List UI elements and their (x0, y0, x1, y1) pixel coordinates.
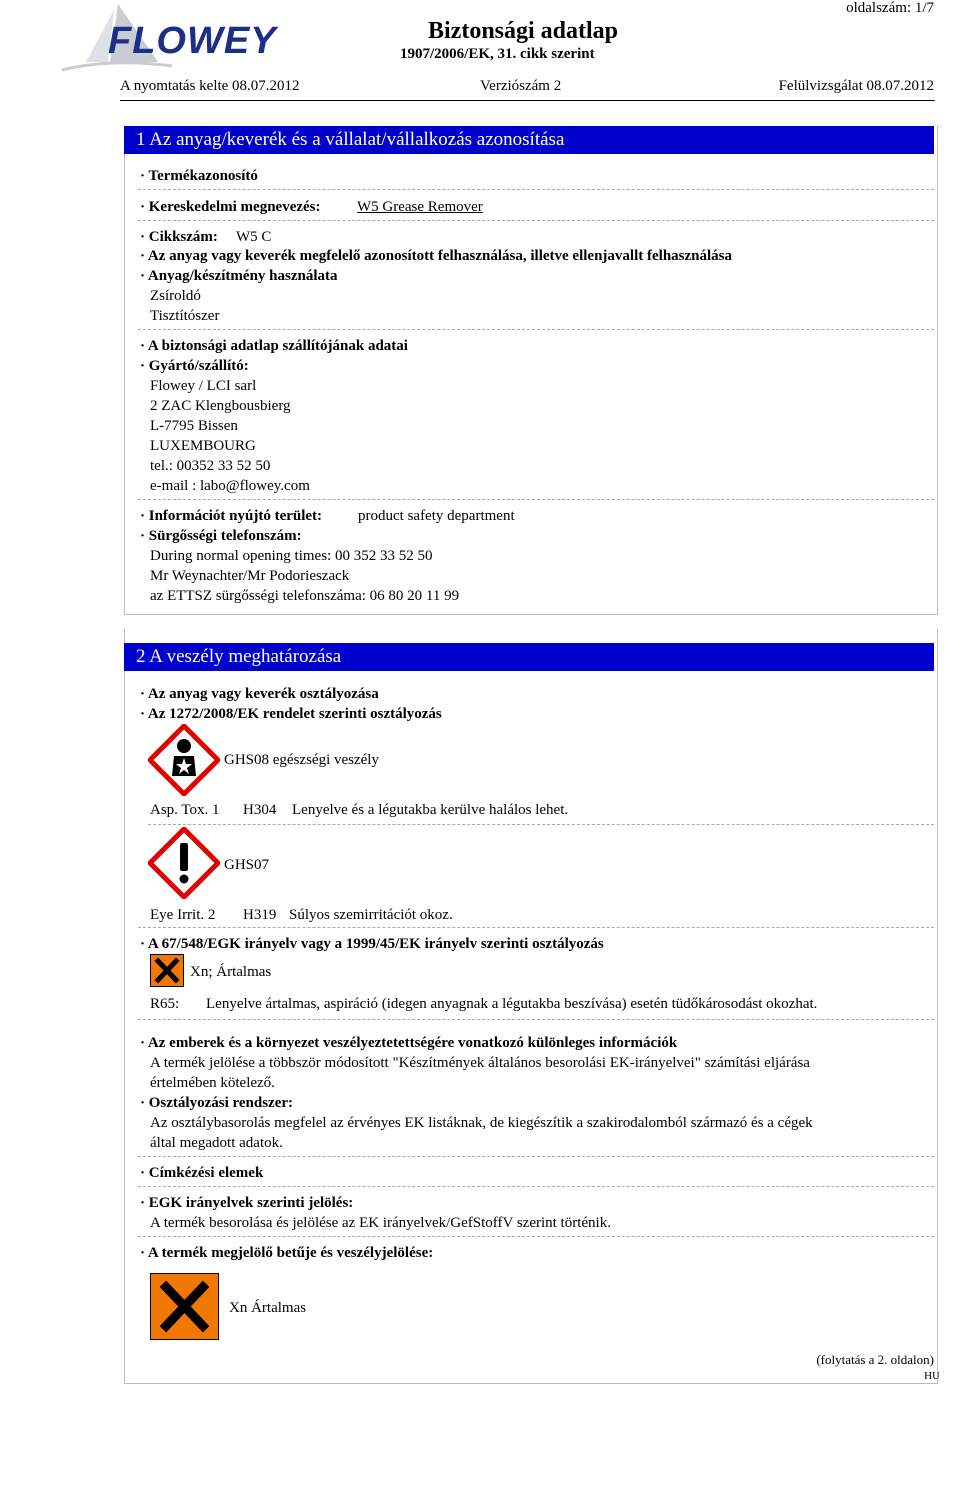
emergency-line: az ETTSZ sürgősségi telefonszáma: 06 80 20 11 99 (150, 588, 460, 604)
address-line: tel.: 00352 33 52 50 (150, 458, 271, 474)
special-text: értelmében kötelező. (150, 1075, 275, 1091)
r65-code: R65: (150, 996, 180, 1012)
dash-divider (138, 1019, 934, 1020)
ghs07-pictogram (148, 827, 220, 899)
symbol-heading: · A termék megjelölő betűje és veszélyjelölése: (140, 1245, 434, 1261)
ec-text: A termék besorolása és jelölése az EK irányelvek/GefStoffV szerint történik. (150, 1215, 611, 1231)
article-number-label: · Cikkszám: (140, 229, 218, 245)
info-value: product safety department (358, 508, 515, 524)
dash-divider (138, 1156, 934, 1157)
system-text: Az osztálybasorolás megfelel az érvényes EK listáknak, de kiegészítik a szakirodalomból származó és a cégek (150, 1115, 813, 1131)
xn-symbol-label: Xn Ártalmas (229, 1300, 307, 1316)
asp-code: H304 (243, 802, 277, 818)
dash-divider (148, 824, 934, 825)
system-heading: · Osztályozási rendszer: (140, 1095, 294, 1111)
address-line: L-7795 Bissen (150, 418, 238, 434)
xn-symbol-large (150, 1273, 219, 1340)
classification-heading: · Az anyag vagy keverék osztályozása (140, 686, 379, 702)
r65-text: Lenyelve ártalmas, aspiráció (idegen anyagnak a légutakba beszívása) esetén tüdőkárosodást okozhat. (206, 996, 818, 1012)
harmful-cross-icon (151, 955, 183, 986)
eye-text: Súlyos szemirritációt okoz. (289, 907, 453, 923)
revision-date: Felülvizsgálat 08.07.2012 (778, 78, 934, 94)
page-number: oldalszám: 1/7 (846, 0, 934, 16)
language-code: HU (924, 1370, 940, 1382)
eye-class: Eye Irrit. 2 (150, 907, 216, 923)
info-label: · Információt nyújtó terület: (140, 508, 323, 524)
ghs08-label: GHS08 egészségi veszély (224, 752, 379, 768)
eye-code: H319 (243, 907, 277, 923)
document-title: Biztonsági adatlap (428, 18, 619, 44)
address-line: LUXEMBOURG (150, 438, 256, 454)
application-label: · Anyag/készítmény használata (140, 268, 338, 284)
emergency-line: Mr Weynachter/Mr Podorieszack (150, 568, 350, 584)
xn-label: Xn; Ártalmas (190, 964, 272, 980)
dash-divider (138, 499, 934, 500)
product-identifier-label: · Termékazonosító (140, 168, 258, 184)
use-item: Zsíroldó (150, 288, 201, 304)
version-number: Verziószám 2 (480, 78, 562, 94)
directive-heading: · A 67/548/EGK irányelv vagy a 1999/45/EK irányelv szerinti osztályozás (140, 936, 604, 952)
header-rule (120, 100, 935, 101)
continued-note: (folytatás a 2. oldalon) (816, 1352, 934, 1367)
uses-heading: · Az anyag vagy keverék megfelelő azonosított felhasználása, illetve ellenjavallt felhasználása (140, 248, 733, 264)
manufacturer-label: · Gyártó/szállító: (140, 358, 249, 374)
dash-divider (138, 927, 934, 928)
dash-divider (138, 1186, 934, 1187)
dash-divider (138, 189, 934, 190)
trade-name-label: · Kereskedelmi megnevezés: (140, 199, 321, 215)
dash-divider (138, 329, 934, 330)
regulation-heading: · Az 1272/2008/EK rendelet szerinti osztályozás (140, 706, 442, 722)
dash-divider (138, 1236, 934, 1237)
harmful-cross-icon (151, 1274, 218, 1339)
address-line: 2 ZAC Klengbousbierg (150, 398, 291, 414)
trade-name-value: W5 Grease Remover (357, 199, 483, 215)
section1-title: 1 Az anyag/keverék és a vállalat/vállalkozás azonosítása (124, 126, 934, 154)
label-elements-heading: · Címkézési elemek (140, 1165, 264, 1181)
emergency-label: · Sürgősségi telefonszám: (140, 528, 302, 544)
use-item: Tisztítószer (150, 308, 220, 324)
system-text: által megadott adatok. (150, 1135, 283, 1151)
emergency-line: During normal opening times: 00 352 33 52 50 (150, 548, 433, 564)
asp-text: Lenyelve és a légutakba kerülve halálos lehet. (292, 802, 569, 818)
ghs08-pictogram (148, 724, 220, 796)
address-line: Flowey / LCI sarl (150, 378, 257, 394)
ghs07-label: GHS07 (224, 857, 270, 873)
print-date: A nyomtatás kelte 08.07.2012 (120, 78, 300, 94)
asp-class: Asp. Tox. 1 (150, 802, 220, 818)
xn-symbol-small (150, 954, 184, 987)
ec-heading: · EGK irányelvek szerinti jelölés: (140, 1195, 354, 1211)
health-hazard-icon (148, 724, 220, 796)
article-number-value: W5 C (236, 229, 272, 245)
dash-divider (138, 220, 934, 221)
exclamation-icon (148, 827, 220, 899)
special-text: A termék jelölése a többször módosított "Készítmények általános besorolási EK-irányelvei" számítási eljárása (150, 1055, 810, 1071)
document-subtitle: 1907/2006/EK, 31. cikk szerint (400, 46, 595, 62)
special-heading: · Az emberek és a környezet veszélyeztetettségére vonatkozó különleges információk (140, 1035, 678, 1051)
logo-text: FLOWEY (108, 20, 277, 62)
section2-title: 2 A veszély meghatározása (124, 643, 934, 671)
supplier-heading: · A biztonsági adatlap szállítójának adatai (140, 338, 408, 354)
email-line: e-mail : labo@flowey.com (150, 478, 310, 494)
